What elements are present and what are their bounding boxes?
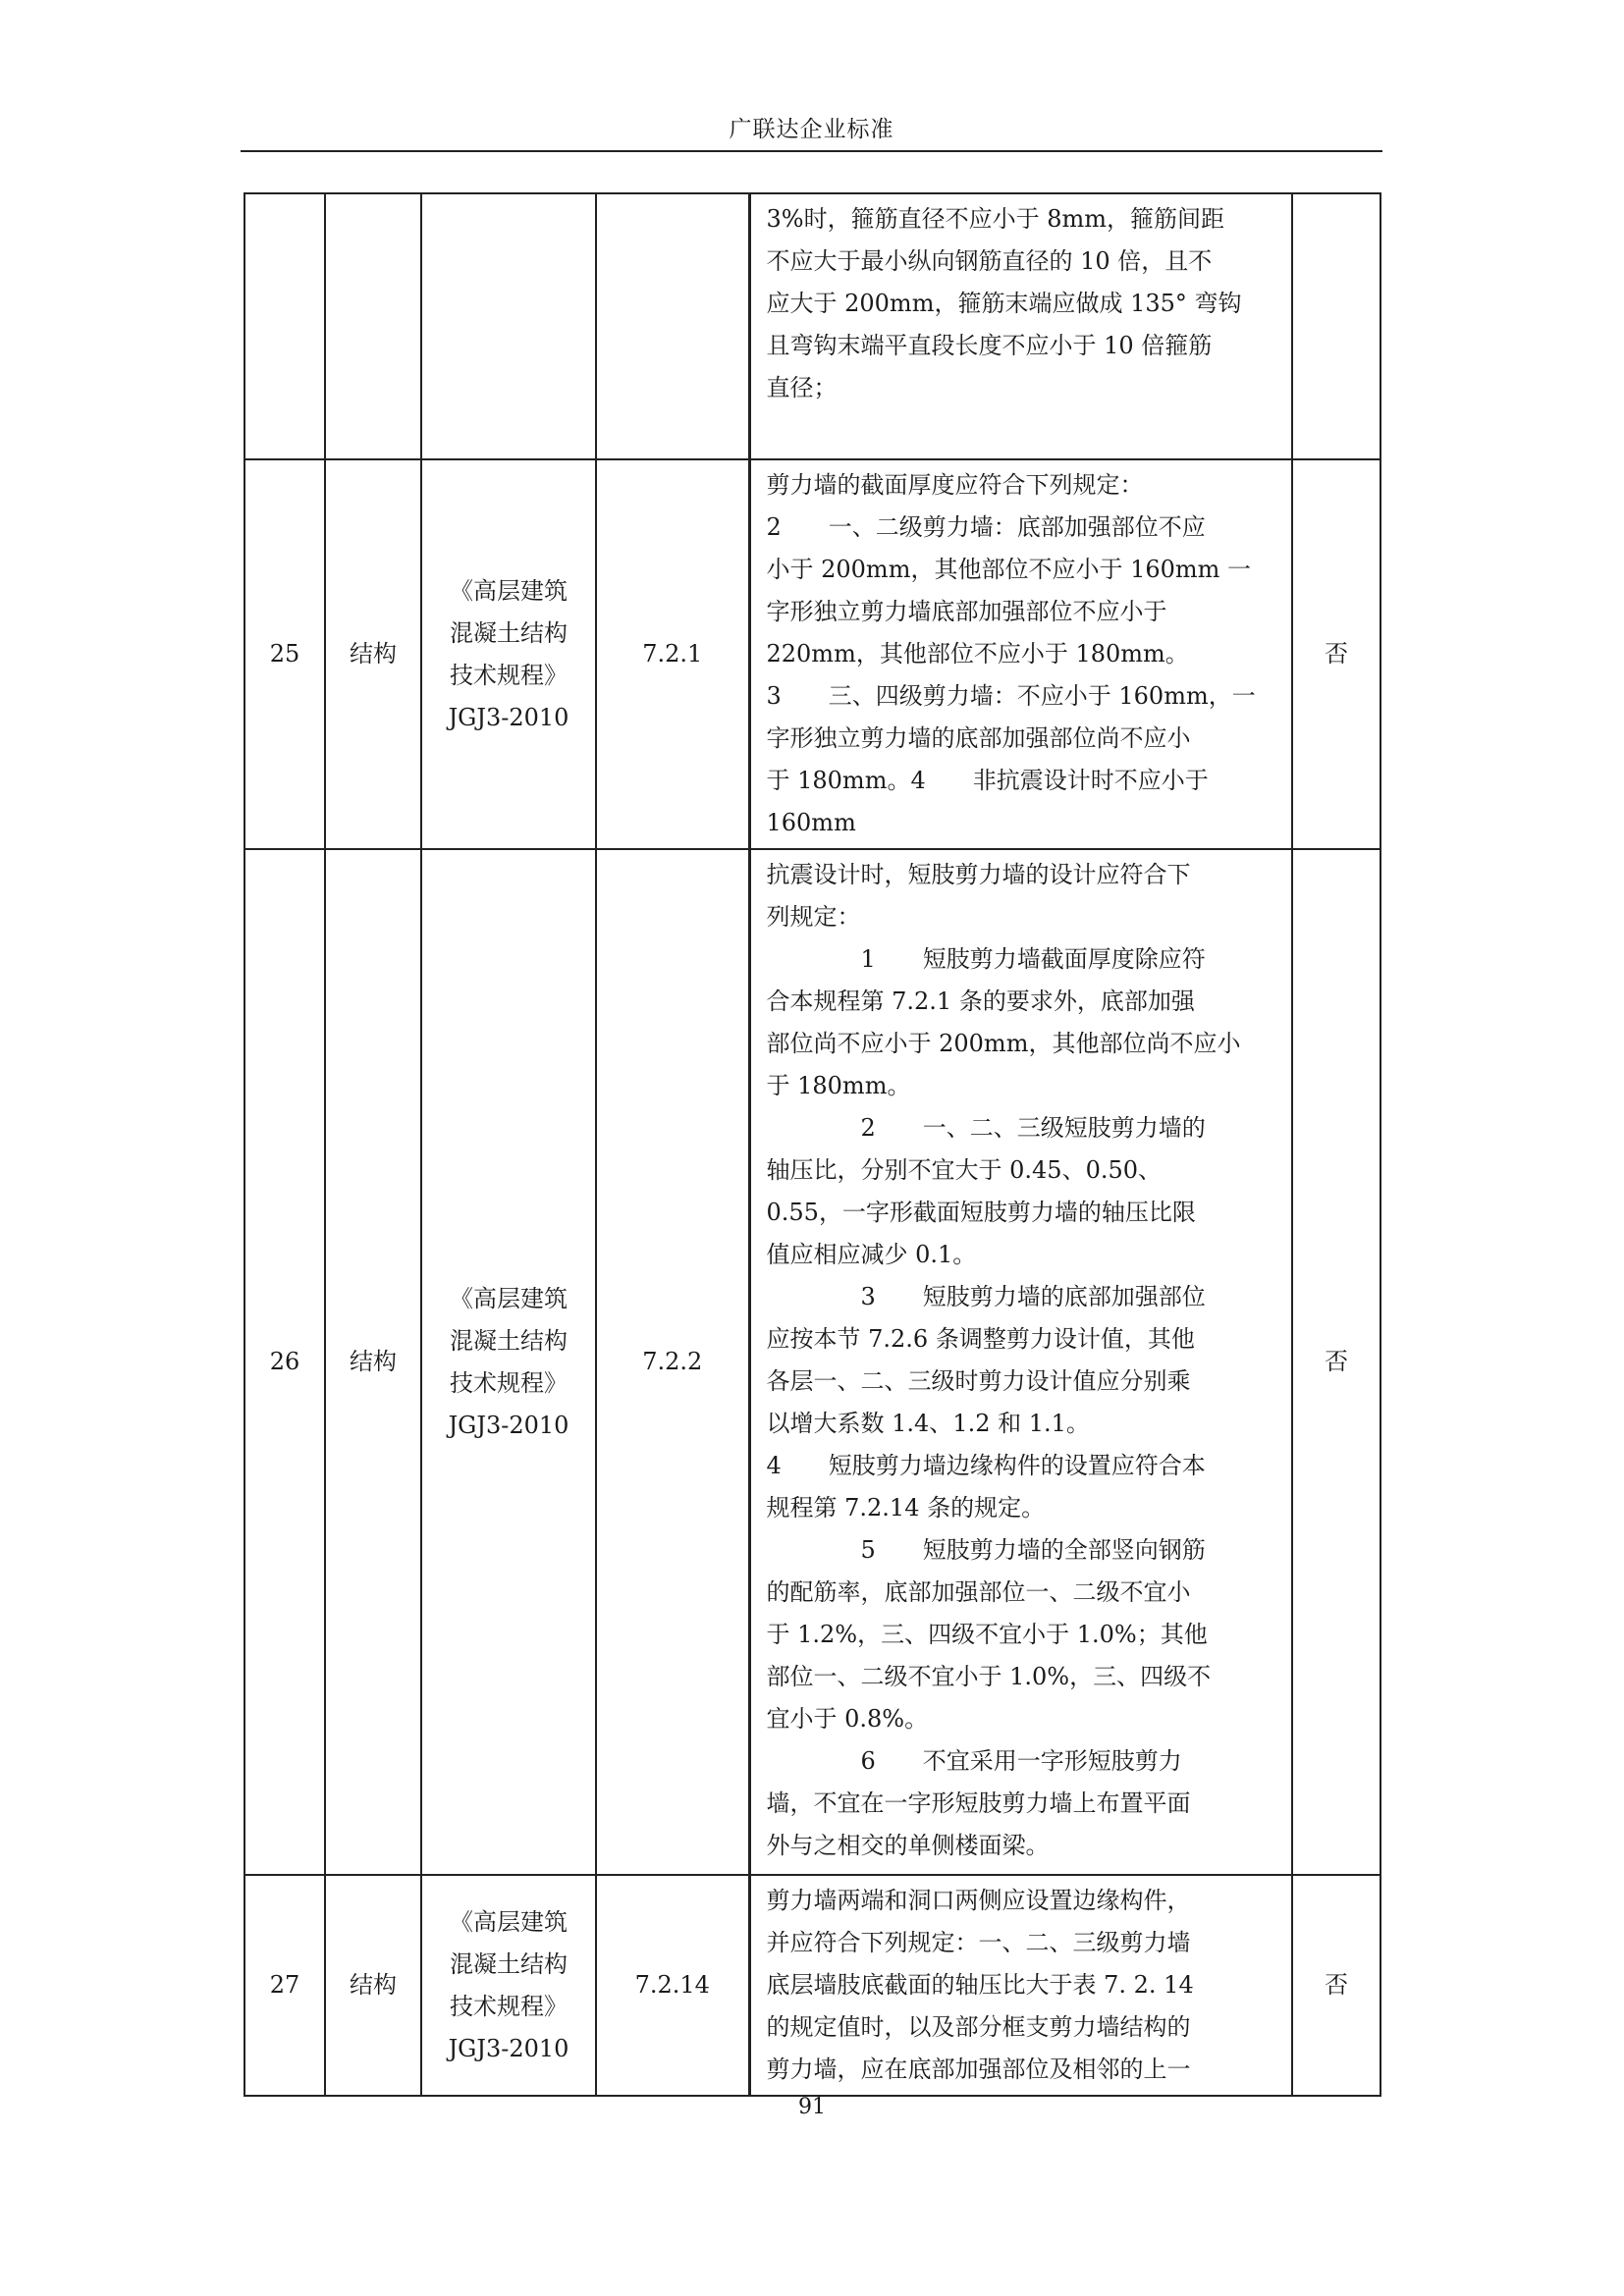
row-requirement-cell — [749, 459, 1292, 849]
row-source-cell — [421, 459, 596, 849]
requirement-line: 3 三、四级剪力墙：不应小于 160mm，一 — [766, 682, 1256, 710]
requirement-line: 2 一、二、三级短肢剪力墙的 — [766, 1114, 1206, 1142]
table-row — [244, 459, 1380, 849]
requirement-line: 外与之相交的单侧楼面梁。 — [766, 1832, 1050, 1859]
source-line: JGJ3-2010 — [448, 1411, 569, 1439]
requirement-line: 6 不宜采用一字形短肢剪力 — [766, 1747, 1182, 1775]
row-clause-cell: 7.2.14 — [596, 1875, 749, 2096]
requirement-line: 规程第 7.2.14 条的规定。 — [766, 1494, 1046, 1522]
requirement-line: 1 短肢剪力墙截面厚度除应符 — [766, 945, 1206, 973]
requirement-line: 部位尚不应小于 200mm，其他部位尚不应小 — [766, 1030, 1241, 1057]
header-rule — [241, 150, 1382, 152]
requirement-line: 以增大系数 1.4、1.2 和 1.1。 — [766, 1410, 1090, 1437]
requirement-line: 160mm — [766, 809, 856, 836]
requirement-line: 0.55，一字形截面短肢剪力墙的轴压比限 — [766, 1199, 1196, 1226]
requirement-line: 字形独立剪力墙底部加强部位不应小于 — [766, 598, 1167, 625]
requirement-line: 应按本节 7.2.6 条调整剪力设计值，其他 — [766, 1325, 1195, 1353]
requirement-line: 轴压比，分别不宜大于 0.45、0.50、 — [766, 1156, 1163, 1184]
requirement-line: 5 短肢剪力墙的全部竖向钢筋 — [766, 1536, 1206, 1564]
requirement-line: 底层墙肢底截面的轴压比大于表 7. 2. 14 — [766, 1971, 1194, 1999]
row-flag-cell: 否 — [1292, 1875, 1380, 2096]
requirement-line: 直径； — [766, 374, 838, 401]
table-row — [244, 849, 1380, 1875]
requirement-line: 的配筋率，底部加强部位一、二级不宜小 — [766, 1578, 1191, 1606]
source-line: 技术规程》 — [450, 661, 568, 689]
requirement-line: 部位一、二级不宜小于 1.0%，三、四级不 — [766, 1663, 1212, 1690]
requirement-line: 剪力墙的截面厚度应符合下列规定： — [766, 471, 1144, 499]
requirement-line: 值应相应减少 0.1。 — [766, 1241, 977, 1268]
row-category-cell: 结构 — [325, 459, 421, 849]
source-line: JGJ3-2010 — [448, 703, 569, 731]
requirement-line: 的规定值时，以及部分框支剪力墙结构的 — [766, 2013, 1191, 2041]
requirement-line: 合本规程第 7.2.1 条的要求外，底部加强 — [766, 988, 1195, 1015]
page-number: 91 — [798, 2095, 826, 2119]
requirement-line: 3 短肢剪力墙的底部加强部位 — [766, 1283, 1206, 1310]
requirement-line: 于 180mm。4 非抗震设计时不应小于 — [766, 767, 1209, 794]
requirement-line: 剪力墙两端和洞口两侧应设置边缘构件， — [766, 1887, 1191, 1914]
row-flag-cell: 否 — [1292, 459, 1380, 849]
source-line: JGJ3-2010 — [448, 2034, 569, 2062]
row-requirement-cell — [749, 193, 1292, 459]
source-line: 技术规程》 — [450, 1368, 568, 1397]
requirement-line: 并应符合下列规定：一、二、三级剪力墙 — [766, 1929, 1191, 1956]
row-no-cell — [244, 193, 325, 459]
source-line: 《高层建筑 — [450, 1907, 568, 1936]
standards-table — [244, 192, 1381, 2097]
requirement-line: 4 短肢剪力墙边缘构件的设置应符合本 — [766, 1452, 1206, 1479]
requirement-line: 列规定： — [766, 903, 861, 931]
source-line: 《高层建筑 — [450, 576, 568, 605]
requirement-line: 小于 200mm，其他部位不应小于 160mm 一 — [766, 556, 1252, 583]
source-line: 混凝土结构 — [450, 1949, 568, 1978]
row-flag-cell: 否 — [1292, 849, 1380, 1875]
requirement-line: 3%时，箍筋直径不应小于 8mm，箍筋间距 — [766, 205, 1224, 233]
row-category-cell — [325, 193, 421, 459]
source-line: 技术规程》 — [450, 1992, 568, 2020]
requirement-line: 剪力墙，应在底部加强部位及相邻的上一 — [766, 2056, 1191, 2083]
row-clause-cell: 7.2.1 — [596, 459, 749, 849]
requirement-line: 于 180mm。 — [766, 1072, 911, 1099]
page-header-title: 广联达企业标准 — [729, 117, 894, 142]
row-requirement-cell — [749, 849, 1292, 1875]
requirement-line: 2 一、二级剪力墙：底部加强部位不应 — [766, 513, 1206, 541]
row-category-cell: 结构 — [325, 1875, 421, 2096]
requirement-line: 各层一、二、三级时剪力设计值应分别乘 — [766, 1367, 1191, 1395]
requirement-line: 墙，不宜在一字形短肢剪力墙上布置平面 — [766, 1789, 1191, 1817]
row-no-cell: 26 — [244, 849, 325, 1875]
row-no-cell: 25 — [244, 459, 325, 849]
source-line: 混凝土结构 — [450, 1326, 568, 1355]
row-source-cell — [421, 193, 596, 459]
row-clause-cell — [596, 193, 749, 459]
table-row — [244, 1875, 1380, 2096]
source-line: 《高层建筑 — [450, 1284, 568, 1312]
requirement-line: 220mm，其他部位不应小于 180mm。 — [766, 640, 1189, 667]
requirement-line: 不应大于最小纵向钢筋直径的 10 倍，且不 — [766, 247, 1213, 275]
table-row-continued — [244, 193, 1380, 459]
requirement-line: 于 1.2%，三、四级不宜小于 1.0%；其他 — [766, 1621, 1208, 1648]
source-line: 混凝土结构 — [450, 618, 568, 647]
requirement-line: 抗震设计时，短肢剪力墙的设计应符合下 — [766, 861, 1191, 888]
row-requirement-cell — [749, 1875, 1292, 2096]
requirement-line: 且弯钩末端平直段长度不应小于 10 倍箍筋 — [766, 332, 1213, 359]
requirement-line: 应大于 200mm，箍筋末端应做成 135° 弯钩 — [766, 290, 1242, 317]
requirement-line: 宜小于 0.8%。 — [766, 1705, 929, 1733]
row-source-cell — [421, 849, 596, 1875]
row-clause-cell: 7.2.2 — [596, 849, 749, 1875]
row-source-cell — [421, 1875, 596, 2096]
row-no-cell: 27 — [244, 1875, 325, 2096]
requirement-line: 字形独立剪力墙的底部加强部位尚不应小 — [766, 724, 1191, 752]
row-flag-cell — [1292, 193, 1380, 459]
row-category-cell: 结构 — [325, 849, 421, 1875]
